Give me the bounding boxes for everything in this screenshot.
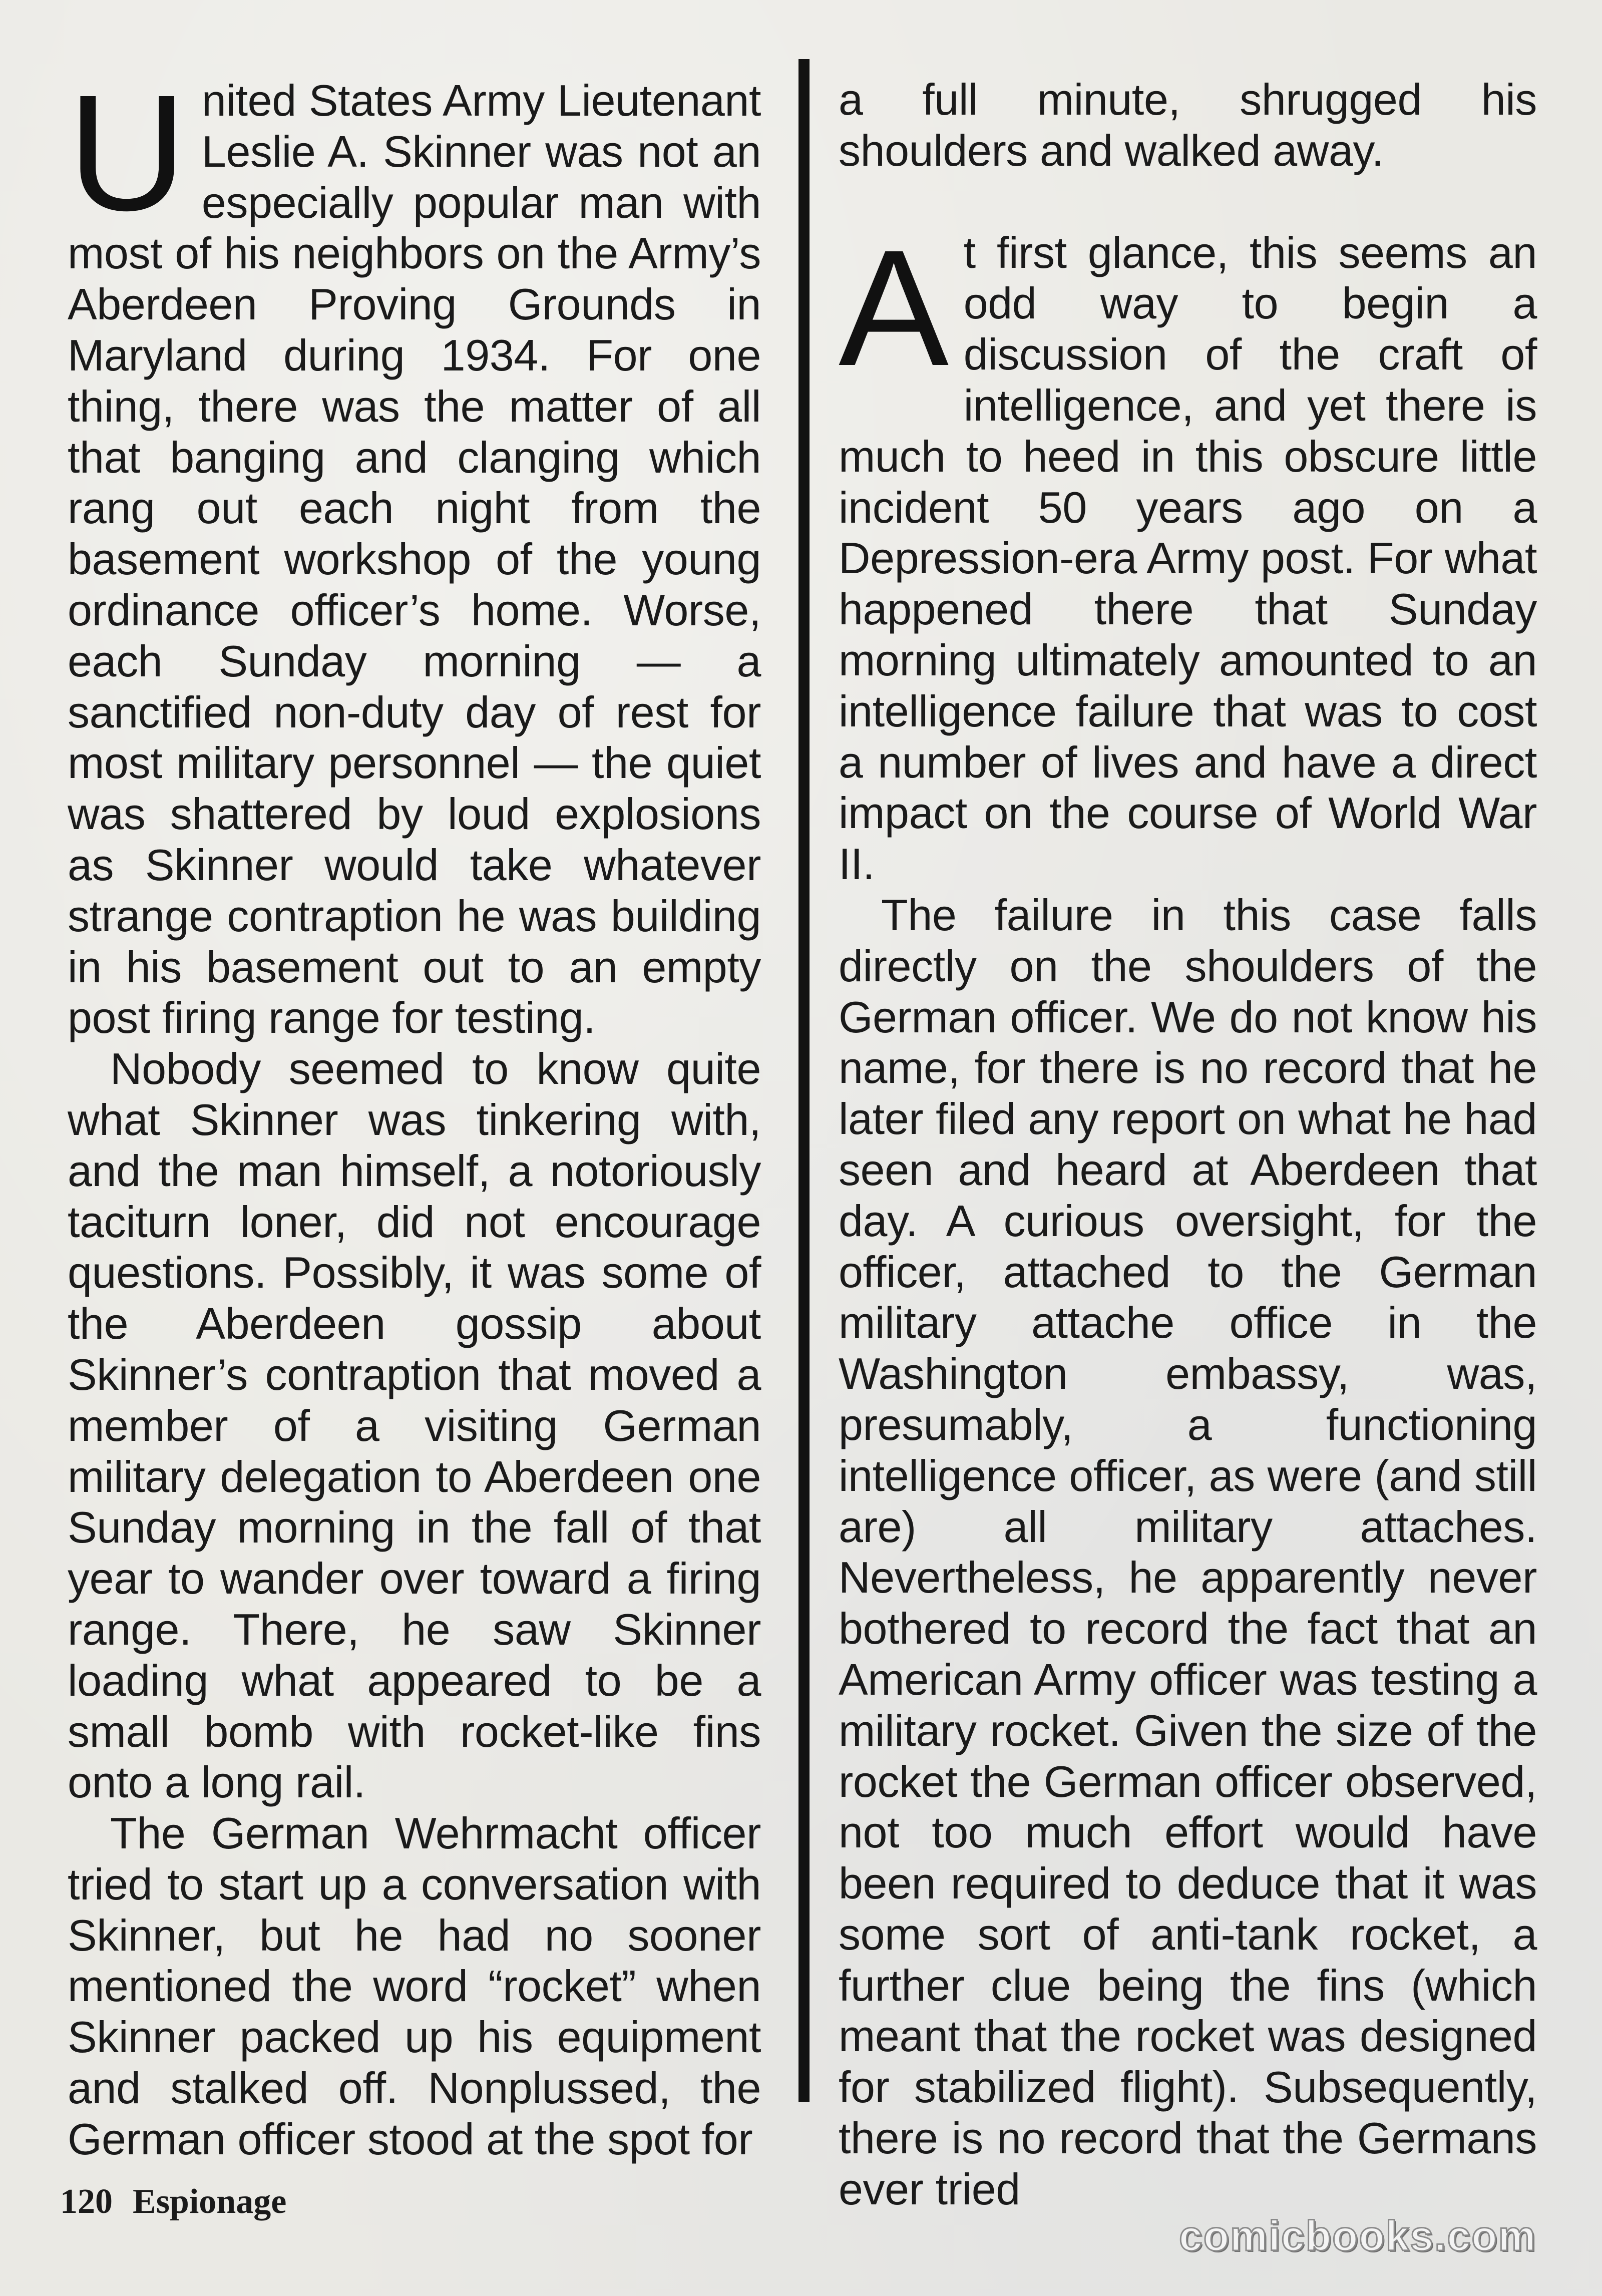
paragraph: The failure in this case falls directly on the shoulders of the German officer. We do not know his name, for there is no record that he later filed any report on what he had seen and heard at Aberdeen that day. A curious oversight, for the officer, attached to the German military attache office in the Washington embassy, was, presumably, a functioning intelligence officer, as were (and still are) all military attaches. Nevertheless, he apparently never bothered to record the fact that an American Army officer was testing a military rocket. Given the size of the rocket the German officer observed, not too much effort would have been required to deduce that it was some sort of anti-tank rocket, a further clue being the fins (which meant that the rocket was designed for stabilized flight). Subsequently, there is no record that the Germans ever tried bbox=[839, 890, 1537, 2214]
right-column bbox=[839, 74, 1537, 2215]
page-number: 120 bbox=[60, 2182, 113, 2221]
drop-cap-u: U bbox=[68, 60, 187, 245]
paragraph: Nobody seemed to know quite what Skinner was tinkering with, and the man himself, a notoriously taciturn loner, did not encourage questions. Possibly, it was some of the Aberdeen gossip about Skinner’s contraption that moved a member of a visiting German military delegation to Aberdeen one Sunday morning in the fall of that year to wander over toward a firing range. There, he saw Skinner loading what appeared to be a small bomb with rocket-like fins onto a long rail. bbox=[68, 1044, 761, 1807]
site-watermark: comicbooks.com bbox=[1179, 2212, 1537, 2259]
paragraph: The German Wehrmacht officer tried to start up a conversation with Skinner, but he had no sooner mentioned the word “rocket” when Skinner packed up his equipment and stalked off. Nonplussed, the German officer stood at the spot for bbox=[68, 1808, 761, 2164]
paragraph-intro bbox=[68, 60, 761, 1043]
magazine-title: Espionage bbox=[133, 2182, 287, 2221]
paragraph-text: nited States Army Lieutenant Leslie A. Skinner was not an especially popular man with most of his neighbors on the Army’s Aberdeen Proving Grounds in Maryland during 1934. For one thing, there was the matter of all that banging and clanging which rang out each night from the basement workshop of the young ordinance officer’s home. Worse, each Sunday morning — a sanctified non-duty day of rest for most military personnel — the quiet was shattered by loud explosions as Skinner would take whatever strange contraption he was building in his basement out to an empty post firing range for testing. bbox=[68, 76, 761, 1043]
paragraph-continued: a full minute, shrugged his shoulders and walked away. bbox=[839, 75, 1537, 175]
paragraph-section bbox=[839, 215, 1537, 890]
page-footer bbox=[60, 2182, 286, 2222]
drop-cap-a: A bbox=[839, 215, 949, 400]
column-divider bbox=[798, 59, 810, 2102]
left-column bbox=[68, 60, 761, 2165]
paragraph-text: t first glance, this seems an odd way to begin a discussion of the craft of intelligence, and yet there is much to heed in this obscure little incident 50 years ago on a Depression-era Army post. For what happened there that Sunday morning ultimately amounted to an intelligence failure that was to cost a number of lives and have a direct impact on the course of World War II. bbox=[839, 227, 1537, 889]
